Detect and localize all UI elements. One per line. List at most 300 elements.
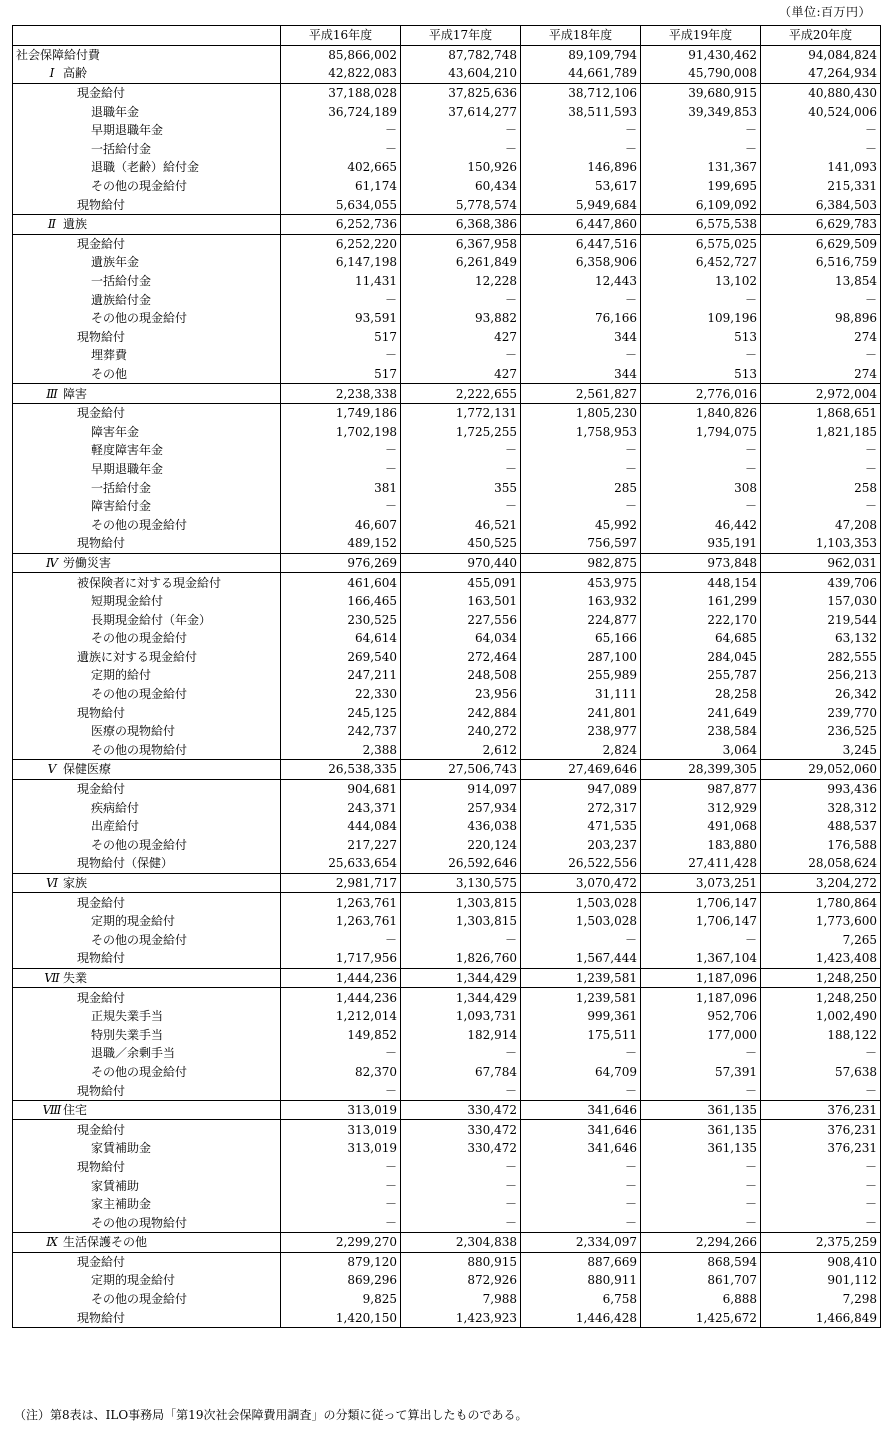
- value-cell: 1,187,096: [641, 968, 761, 988]
- value-cell: 220,124: [401, 836, 521, 855]
- value-cell: －: [761, 1081, 881, 1100]
- value-cell: －: [521, 441, 641, 460]
- value-cell: 269,540: [281, 648, 401, 667]
- value-cell: 1,725,255: [401, 422, 521, 441]
- value-cell: 341,646: [521, 1139, 641, 1158]
- value-cell: 94,084,824: [761, 45, 881, 64]
- table-row: [13, 873, 881, 893]
- row-label-cell: [13, 648, 281, 667]
- value-cell: －: [521, 121, 641, 140]
- value-cell: 57,638: [761, 1063, 881, 1082]
- value-cell: 236,525: [761, 722, 881, 741]
- row-label-cell: [13, 253, 281, 272]
- value-cell: 26,592,646: [401, 854, 521, 873]
- row-label: 現物給付: [77, 951, 126, 966]
- row-label: 埋葬費: [91, 348, 128, 363]
- value-cell: 26,342: [761, 685, 881, 704]
- value-cell: 6,147,198: [281, 253, 401, 272]
- value-cell: 869,296: [281, 1271, 401, 1290]
- value-cell: 28,399,305: [641, 760, 761, 780]
- value-cell: 6,261,849: [401, 253, 521, 272]
- value-cell: －: [281, 497, 401, 516]
- value-cell: 2,824: [521, 741, 641, 760]
- value-cell: 3,073,251: [641, 873, 761, 893]
- value-cell: 2,776,016: [641, 384, 761, 404]
- section-numeral: Ⅱ: [47, 217, 57, 232]
- value-cell: 344: [521, 328, 641, 347]
- row-label: 高齢: [63, 66, 88, 81]
- value-cell: 38,511,593: [521, 102, 641, 121]
- row-label-cell: [13, 553, 281, 573]
- section-numeral: Ⅸ: [46, 1235, 58, 1250]
- value-cell: －: [281, 931, 401, 950]
- value-cell: －: [521, 1195, 641, 1214]
- value-cell: 312,929: [641, 798, 761, 817]
- row-label: 家賃補助金: [91, 1141, 152, 1156]
- value-cell: 6,447,860: [521, 214, 641, 234]
- row-label: 長期現金給付（年金）: [91, 612, 212, 627]
- value-cell: 28,258: [641, 685, 761, 704]
- value-cell: 1,248,250: [761, 988, 881, 1007]
- value-cell: 962,031: [761, 553, 881, 573]
- value-cell: 1,093,731: [401, 1007, 521, 1026]
- table-row: [13, 553, 881, 573]
- table-row: [13, 912, 881, 931]
- value-cell: 91,430,462: [641, 45, 761, 64]
- value-cell: 1,821,185: [761, 422, 881, 441]
- table-row: [13, 1044, 881, 1063]
- value-cell: 2,222,655: [401, 384, 521, 404]
- value-cell: －: [761, 460, 881, 479]
- value-cell: 517: [281, 328, 401, 347]
- value-cell: 45,992: [521, 515, 641, 534]
- value-cell: 188,122: [761, 1025, 881, 1044]
- value-cell: 1,780,864: [761, 893, 881, 912]
- table-row: [13, 214, 881, 234]
- table-row: [13, 1139, 881, 1158]
- value-cell: 313,019: [281, 1100, 401, 1120]
- value-cell: 2,304,838: [401, 1233, 521, 1253]
- value-cell: 26,538,335: [281, 760, 401, 780]
- row-label-cell: [13, 64, 281, 83]
- value-cell: －: [401, 140, 521, 159]
- row-label-cell: [13, 1007, 281, 1026]
- value-cell: 47,208: [761, 515, 881, 534]
- value-cell: 176,588: [761, 836, 881, 855]
- value-cell: －: [281, 1176, 401, 1195]
- unit-label: （単位:百万円）: [778, 5, 871, 19]
- row-label: その他の現金給付: [91, 687, 188, 702]
- value-cell: 513: [641, 328, 761, 347]
- value-cell: 64,709: [521, 1063, 641, 1082]
- row-label: 遺族: [63, 217, 88, 232]
- value-cell: 6,575,025: [641, 234, 761, 253]
- row-label: 障害年金: [91, 424, 140, 439]
- row-label: 現物給付: [77, 1083, 126, 1098]
- value-cell: 287,100: [521, 648, 641, 667]
- row-label-cell: [13, 854, 281, 873]
- table-row: [13, 403, 881, 422]
- value-cell: 26,522,556: [521, 854, 641, 873]
- value-cell: 1,773,600: [761, 912, 881, 931]
- value-cell: 308: [641, 478, 761, 497]
- value-cell: 163,932: [521, 592, 641, 611]
- table-row: [13, 422, 881, 441]
- value-cell: 272,464: [401, 648, 521, 667]
- row-label-cell: [13, 893, 281, 912]
- value-cell: 12,228: [401, 272, 521, 291]
- value-cell: 6,368,386: [401, 214, 521, 234]
- value-cell: 879,120: [281, 1252, 401, 1271]
- row-label: その他の現金給付: [91, 311, 188, 326]
- value-cell: －: [281, 140, 401, 159]
- table-row: [13, 1120, 881, 1139]
- row-label: 遺族年金: [91, 255, 140, 270]
- column-header: 平成16年度: [281, 26, 401, 46]
- table-row: [13, 648, 881, 667]
- value-cell: 448,154: [641, 573, 761, 592]
- value-cell: 46,521: [401, 515, 521, 534]
- row-label-cell: [13, 497, 281, 516]
- value-cell: －: [761, 346, 881, 365]
- row-label-cell: [13, 534, 281, 553]
- table-row: [13, 83, 881, 102]
- value-cell: 1,840,826: [641, 403, 761, 422]
- row-label: 現物給付: [77, 1310, 126, 1325]
- value-cell: 241,649: [641, 703, 761, 722]
- value-cell: －: [521, 460, 641, 479]
- header-row: [13, 26, 881, 46]
- table-row: [13, 703, 881, 722]
- value-cell: 361,135: [641, 1139, 761, 1158]
- table-row: [13, 1176, 881, 1195]
- value-cell: 1,794,075: [641, 422, 761, 441]
- value-cell: －: [521, 346, 641, 365]
- value-cell: 1,344,429: [401, 988, 521, 1007]
- value-cell: 1,239,581: [521, 968, 641, 988]
- row-label-cell: [13, 158, 281, 177]
- table-row: [13, 158, 881, 177]
- value-cell: －: [521, 497, 641, 516]
- section-numeral: Ⅶ: [44, 970, 60, 985]
- row-label-cell: [13, 1044, 281, 1063]
- value-cell: 439,706: [761, 573, 881, 592]
- value-cell: 6,252,736: [281, 214, 401, 234]
- table-row: [13, 817, 881, 836]
- row-label: 現金給付: [77, 990, 126, 1005]
- row-label-cell: [13, 365, 281, 384]
- value-cell: 1,263,761: [281, 893, 401, 912]
- value-cell: 240,272: [401, 722, 521, 741]
- value-cell: 242,884: [401, 703, 521, 722]
- row-label: 現物給付: [77, 329, 126, 344]
- value-cell: －: [641, 1044, 761, 1063]
- value-cell: 64,614: [281, 629, 401, 648]
- value-cell: 89,109,794: [521, 45, 641, 64]
- value-cell: 341,646: [521, 1120, 641, 1139]
- row-label: 退職年金: [91, 104, 140, 119]
- value-cell: －: [401, 441, 521, 460]
- row-label-cell: [13, 1213, 281, 1232]
- value-cell: －: [521, 1044, 641, 1063]
- table-row: [13, 441, 881, 460]
- value-cell: 131,367: [641, 158, 761, 177]
- value-cell: －: [761, 1176, 881, 1195]
- value-cell: 5,634,055: [281, 195, 401, 214]
- value-cell: 1,103,353: [761, 534, 881, 553]
- value-cell: 376,231: [761, 1120, 881, 1139]
- row-label: 現物給付: [77, 536, 126, 551]
- row-label-cell: [13, 121, 281, 140]
- value-cell: 872,926: [401, 1271, 521, 1290]
- row-label: 定期的現金給付: [91, 914, 176, 929]
- value-cell: 6,252,220: [281, 234, 401, 253]
- row-label-cell: [13, 1290, 281, 1309]
- value-cell: 1,772,131: [401, 403, 521, 422]
- value-cell: －: [401, 1195, 521, 1214]
- value-cell: 40,524,006: [761, 102, 881, 121]
- value-cell: －: [401, 290, 521, 309]
- value-cell: 257,934: [401, 798, 521, 817]
- value-cell: 47,264,934: [761, 64, 881, 83]
- value-cell: －: [641, 1213, 761, 1232]
- table-row: [13, 253, 881, 272]
- value-cell: 6,367,958: [401, 234, 521, 253]
- value-cell: －: [761, 1213, 881, 1232]
- row-label-cell: [13, 1271, 281, 1290]
- value-cell: －: [281, 1195, 401, 1214]
- value-cell: 13,854: [761, 272, 881, 291]
- value-cell: 203,237: [521, 836, 641, 855]
- value-cell: 157,030: [761, 592, 881, 611]
- row-label-cell: [13, 703, 281, 722]
- value-cell: 489,152: [281, 534, 401, 553]
- table-row: [13, 45, 881, 64]
- row-label: 疾病給付: [91, 800, 140, 815]
- section-numeral: Ⅵ: [45, 876, 59, 891]
- row-label: 早期退職年金: [91, 123, 164, 138]
- value-cell: 67,784: [401, 1063, 521, 1082]
- row-label-cell: [13, 102, 281, 121]
- table-row: [13, 798, 881, 817]
- row-label-cell: [13, 272, 281, 291]
- row-label-cell: [13, 1139, 281, 1158]
- table-row: [13, 102, 881, 121]
- value-cell: －: [401, 346, 521, 365]
- row-label-cell: [13, 214, 281, 234]
- row-label: 家主補助金: [91, 1197, 152, 1212]
- value-cell: 98,896: [761, 309, 881, 328]
- row-label: 一括給付金: [91, 480, 152, 495]
- value-cell: －: [641, 460, 761, 479]
- value-cell: 230,525: [281, 610, 401, 629]
- value-cell: 880,915: [401, 1252, 521, 1271]
- value-cell: 27,469,646: [521, 760, 641, 780]
- section-numeral: Ⅰ: [49, 66, 55, 81]
- row-label: 特別失業手当: [91, 1027, 164, 1042]
- value-cell: －: [281, 441, 401, 460]
- value-cell: 2,375,259: [761, 1233, 881, 1253]
- value-cell: －: [281, 1213, 401, 1232]
- row-label-cell: [13, 836, 281, 855]
- social-security-benefits-table: [12, 25, 881, 1328]
- row-label-cell: [13, 83, 281, 102]
- value-cell: 29,052,060: [761, 760, 881, 780]
- value-cell: 39,680,915: [641, 83, 761, 102]
- row-label-cell: [13, 422, 281, 441]
- value-cell: 330,472: [401, 1139, 521, 1158]
- row-label: 現金給付: [77, 782, 126, 797]
- row-label-cell: [13, 573, 281, 592]
- table-row: [13, 497, 881, 516]
- row-label: 正規失業手当: [91, 1009, 164, 1024]
- row-label: 被保険者に対する現金給付: [77, 575, 222, 590]
- row-label-cell: [13, 949, 281, 968]
- section-numeral: Ⅲ: [46, 386, 58, 401]
- value-cell: 361,135: [641, 1120, 761, 1139]
- value-cell: 43,604,210: [401, 64, 521, 83]
- value-cell: 1,706,147: [641, 912, 761, 931]
- row-label: 現金給付: [77, 1122, 126, 1137]
- value-cell: －: [281, 290, 401, 309]
- row-label: 現物給付: [77, 197, 126, 212]
- table-row: [13, 140, 881, 159]
- value-cell: 450,525: [401, 534, 521, 553]
- value-cell: 1,717,956: [281, 949, 401, 968]
- value-cell: 376,231: [761, 1100, 881, 1120]
- value-cell: －: [401, 1044, 521, 1063]
- value-cell: 355: [401, 478, 521, 497]
- value-cell: －: [281, 460, 401, 479]
- value-cell: 274: [761, 328, 881, 347]
- value-cell: 5,778,574: [401, 195, 521, 214]
- row-label: 保健医療: [63, 762, 112, 777]
- row-label-cell: [13, 234, 281, 253]
- row-label-cell: [13, 384, 281, 404]
- value-cell: 2,299,270: [281, 1233, 401, 1253]
- row-label-cell: [13, 685, 281, 704]
- table-row: [13, 741, 881, 760]
- row-label-cell: [13, 1195, 281, 1214]
- table-row: [13, 290, 881, 309]
- row-label-cell: [13, 1120, 281, 1139]
- row-label: 出産給付: [91, 819, 140, 834]
- value-cell: －: [281, 346, 401, 365]
- row-label-cell: [13, 873, 281, 893]
- row-label-cell: [13, 45, 281, 64]
- value-cell: 93,882: [401, 309, 521, 328]
- table-row: [13, 121, 881, 140]
- row-label-cell: [13, 760, 281, 780]
- value-cell: 238,977: [521, 722, 641, 741]
- row-label: 定期的現金給付: [91, 1273, 176, 1288]
- row-label: 労働災害: [63, 555, 112, 570]
- row-label: 医療の現物給付: [91, 724, 176, 739]
- row-label-cell: [13, 1063, 281, 1082]
- value-cell: 28,058,624: [761, 854, 881, 873]
- value-cell: 1,248,250: [761, 968, 881, 988]
- value-cell: 880,911: [521, 1271, 641, 1290]
- table-row: [13, 534, 881, 553]
- row-label: 早期退職年金: [91, 461, 164, 476]
- value-cell: 330,472: [401, 1100, 521, 1120]
- row-label-cell: [13, 290, 281, 309]
- value-cell: 247,211: [281, 666, 401, 685]
- value-cell: 6,629,509: [761, 234, 881, 253]
- value-cell: 6,384,503: [761, 195, 881, 214]
- row-label: その他の現金給付: [91, 179, 188, 194]
- value-cell: 27,411,428: [641, 854, 761, 873]
- table-row: [13, 1213, 881, 1232]
- value-cell: 901,112: [761, 1271, 881, 1290]
- table-row: [13, 685, 881, 704]
- value-cell: 282,555: [761, 648, 881, 667]
- table-row: [13, 931, 881, 950]
- table-row: [13, 460, 881, 479]
- row-label: その他の現金給付: [91, 631, 188, 646]
- value-cell: 6,888: [641, 1290, 761, 1309]
- row-label: 現金給付: [77, 406, 126, 421]
- value-cell: 60,434: [401, 177, 521, 196]
- table-row: [13, 573, 881, 592]
- value-cell: 976,269: [281, 553, 401, 573]
- column-header: 平成17年度: [401, 26, 521, 46]
- value-cell: 27,506,743: [401, 760, 521, 780]
- value-cell: 1,503,028: [521, 893, 641, 912]
- value-cell: 2,238,338: [281, 384, 401, 404]
- value-cell: 141,093: [761, 158, 881, 177]
- value-cell: 255,787: [641, 666, 761, 685]
- row-label: 軽度障害年金: [91, 443, 164, 458]
- value-cell: 1,466,849: [761, 1308, 881, 1327]
- value-cell: 427: [401, 365, 521, 384]
- row-label: 遺族に対する現金給付: [77, 649, 198, 664]
- row-label-cell: [13, 460, 281, 479]
- value-cell: 85,866,002: [281, 45, 401, 64]
- value-cell: 65,166: [521, 629, 641, 648]
- section-numeral: Ⅳ: [46, 555, 58, 570]
- value-cell: －: [641, 441, 761, 460]
- table-row: [13, 64, 881, 83]
- row-label-cell: [13, 1025, 281, 1044]
- value-cell: －: [761, 290, 881, 309]
- row-label: その他の現金給付: [91, 517, 188, 532]
- value-cell: 274: [761, 365, 881, 384]
- value-cell: 328,312: [761, 798, 881, 817]
- value-cell: 427: [401, 328, 521, 347]
- row-label: 短期現金給付: [91, 594, 164, 609]
- value-cell: 3,070,472: [521, 873, 641, 893]
- row-label: 現金給付: [77, 1254, 126, 1269]
- value-cell: 756,597: [521, 534, 641, 553]
- value-cell: 947,089: [521, 779, 641, 798]
- value-cell: 3,245: [761, 741, 881, 760]
- value-cell: 935,191: [641, 534, 761, 553]
- value-cell: 7,988: [401, 1290, 521, 1309]
- table-row: [13, 893, 881, 912]
- header-label-cell: [13, 26, 281, 46]
- value-cell: －: [401, 497, 521, 516]
- value-cell: 1,425,672: [641, 1308, 761, 1327]
- row-label-cell: [13, 722, 281, 741]
- value-cell: 1,702,198: [281, 422, 401, 441]
- value-cell: 6,629,783: [761, 214, 881, 234]
- value-cell: 970,440: [401, 553, 521, 573]
- value-cell: 313,019: [281, 1139, 401, 1158]
- value-cell: 3,204,272: [761, 873, 881, 893]
- value-cell: 256,213: [761, 666, 881, 685]
- value-cell: 491,068: [641, 817, 761, 836]
